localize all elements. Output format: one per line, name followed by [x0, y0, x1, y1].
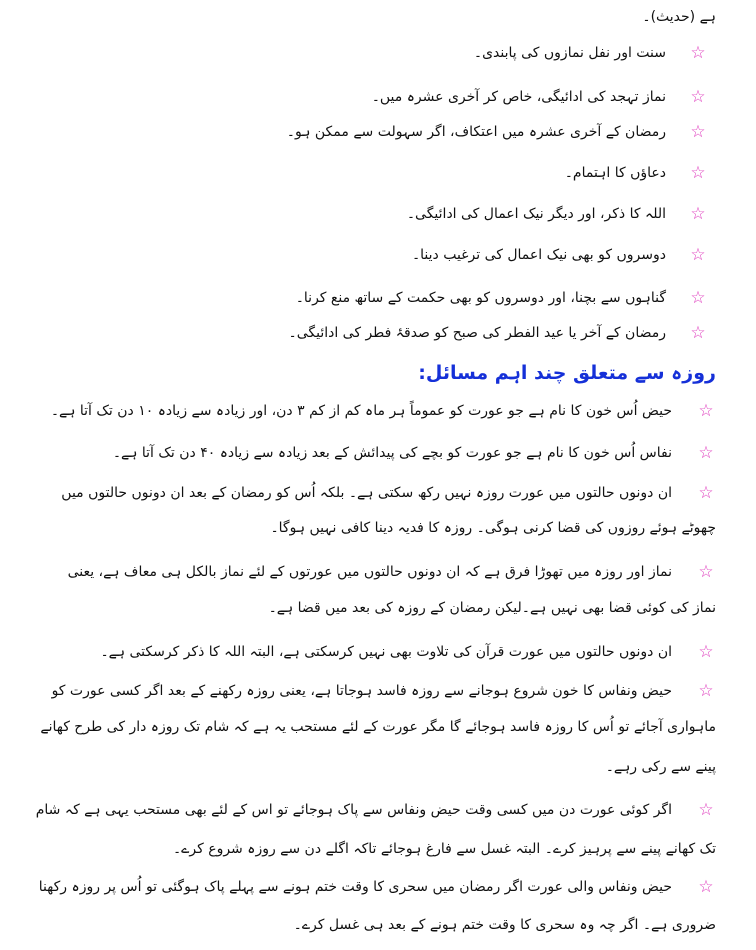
- paragraph-line: پینے سے رکی رہے۔: [605, 759, 716, 775]
- list-item-text: نماز تہجد کی ادائیگی، خاص کر آخری عشرہ میں۔: [371, 89, 666, 105]
- paragraph-line: اگر کوئی عورت دن میں کسی وقت حیض ونفاس سے پاک ہوجائے تو اس کے لئے بھی مستحب یہی ہے کہ شام: [35, 802, 672, 818]
- list-item: [20, 438, 716, 468]
- list-item: [20, 872, 716, 902]
- star-outline-icon: ☆: [690, 323, 706, 343]
- top-line: ہے (حدیث)۔: [642, 9, 716, 25]
- list-item: [20, 158, 708, 188]
- list-item-text: رمضان کے آخر یا عید الفطر کی صبح کو صدقۂ فطر کی ادائیگی۔: [288, 325, 666, 341]
- list-item-text: دعاؤں کا اہتمام۔: [564, 165, 666, 181]
- paragraph-line: نماز اور روزہ میں تھوڑا فرق ہے کہ ان دونوں حالتوں میں عورتوں کے لئے نماز بالکل ہی معاف ہے، یعنی: [67, 564, 672, 580]
- list-item-text: اللہ کا ذکر، اور دیگر نیک اعمال کی ادائیگی۔: [406, 206, 666, 222]
- list-item: [20, 478, 716, 508]
- paragraph-line: ان دونوں حالتوں میں عورت روزہ نہیں رکھ سکتی ہے۔ بلکہ اُس کو رمضان کے بعد ان دونوں حالتوں میں: [61, 485, 672, 501]
- star-outline-icon: ☆: [698, 443, 714, 463]
- list-item: [20, 557, 716, 587]
- star-outline-icon: ☆: [690, 204, 706, 224]
- star-outline-icon: ☆: [690, 43, 706, 63]
- star-outline-icon: ☆: [690, 87, 706, 107]
- star-outline-icon: ☆: [698, 642, 714, 662]
- star-outline-icon: ☆: [698, 877, 714, 897]
- list-item-text: سنت اور نفل نمازوں کی پابندی۔: [473, 45, 666, 61]
- list-item: [20, 795, 716, 825]
- star-outline-icon: ☆: [690, 122, 706, 142]
- star-outline-icon: ☆: [698, 562, 714, 582]
- list-item: [20, 240, 708, 270]
- star-outline-icon: ☆: [698, 401, 714, 421]
- list-item: [20, 318, 708, 348]
- list-item: [20, 199, 708, 229]
- paragraph-line: حیض اُس خون کا نام ہے جو عورت کو عموماً ہر ماہ کم از کم ۳ دن، اور زیادہ سے زیادہ ۱۰ دن تک آتا ہے۔: [50, 403, 672, 419]
- paragraph-line: نماز کی کوئی قضا بھی نہیں ہے۔لیکن رمضان کے روزہ کی بعد میں قضا ہے۔: [268, 600, 716, 616]
- star-outline-icon: ☆: [690, 163, 706, 183]
- list-item: [20, 82, 708, 112]
- list-item: [20, 38, 708, 68]
- list-item-text: دوسروں کو بھی نیک اعمال کی ترغیب دینا۔: [411, 247, 666, 263]
- paragraph-line: حیض ونفاس کا خون شروع ہوجانے سے روزہ فاسد ہوجاتا ہے، یعنی روزہ رکھنے کے بعد اگر کسی عورت کو: [51, 683, 672, 699]
- paragraph-line: چھوٹے ہوئے روزوں کی قضا کرنی ہوگی۔ روزہ کا فدیہ دینا کافی نہیں ہوگا۔: [270, 520, 716, 536]
- star-outline-icon: ☆: [698, 681, 714, 701]
- section-heading: روزہ سے متعلق چند اہم مسائل:: [418, 362, 716, 384]
- star-outline-icon: ☆: [690, 288, 706, 308]
- star-outline-icon: ☆: [690, 245, 706, 265]
- star-outline-icon: ☆: [698, 800, 714, 820]
- list-item-text: رمضان کے آخری عشرہ میں اعتکاف، اگر سہولت سے ممکن ہو۔: [286, 124, 666, 140]
- star-outline-icon: ☆: [698, 483, 714, 503]
- paragraph-line: حیض ونفاس والی عورت اگر رمضان میں سحری کا وقت ختم ہونے سے پہلے پاک ہوگئی تو اُس پر روزہ رکھنا: [38, 879, 672, 895]
- paragraph-line: ان دونوں حالتوں میں عورت قرآن کی تلاوت بھی نہیں کرسکتی ہے، البتہ اللہ کا ذکر کرسکتی ہے۔: [100, 644, 672, 660]
- paragraph-line: ماہواری آجائے تو اُس کا روزہ فاسد ہوجائے گا مگر عورت کے لئے مستحب یہ ہے کہ شام تک روزہ دار کی طرح کھانے: [40, 719, 716, 735]
- list-item: [20, 283, 708, 313]
- list-item-text: گناہوں سے بچنا، اور دوسروں کو بھی حکمت کے ساتھ منع کرنا۔: [295, 290, 666, 306]
- list-item: [20, 117, 708, 147]
- paragraph-line: تک کھانے پینے سے پرہیز کرے۔ البتہ غسل سے فارغ ہوجائے تاکہ اگلے دن سے روزہ شروع کرے۔: [172, 841, 716, 857]
- paragraph-line: نفاس اُس خون کا نام ہے جو عورت کو بچے کی پیدائش کے بعد زیادہ سے زیادہ ۴۰ دن تک آتا ہے۔: [112, 445, 672, 461]
- paragraph-line: ضروری ہے۔ اگر چہ وہ سحری کا وقت ختم ہونے کے بعد ہی غسل کرے۔: [293, 917, 716, 933]
- list-item: [20, 637, 716, 667]
- list-item: [20, 676, 716, 706]
- list-item: [20, 396, 716, 426]
